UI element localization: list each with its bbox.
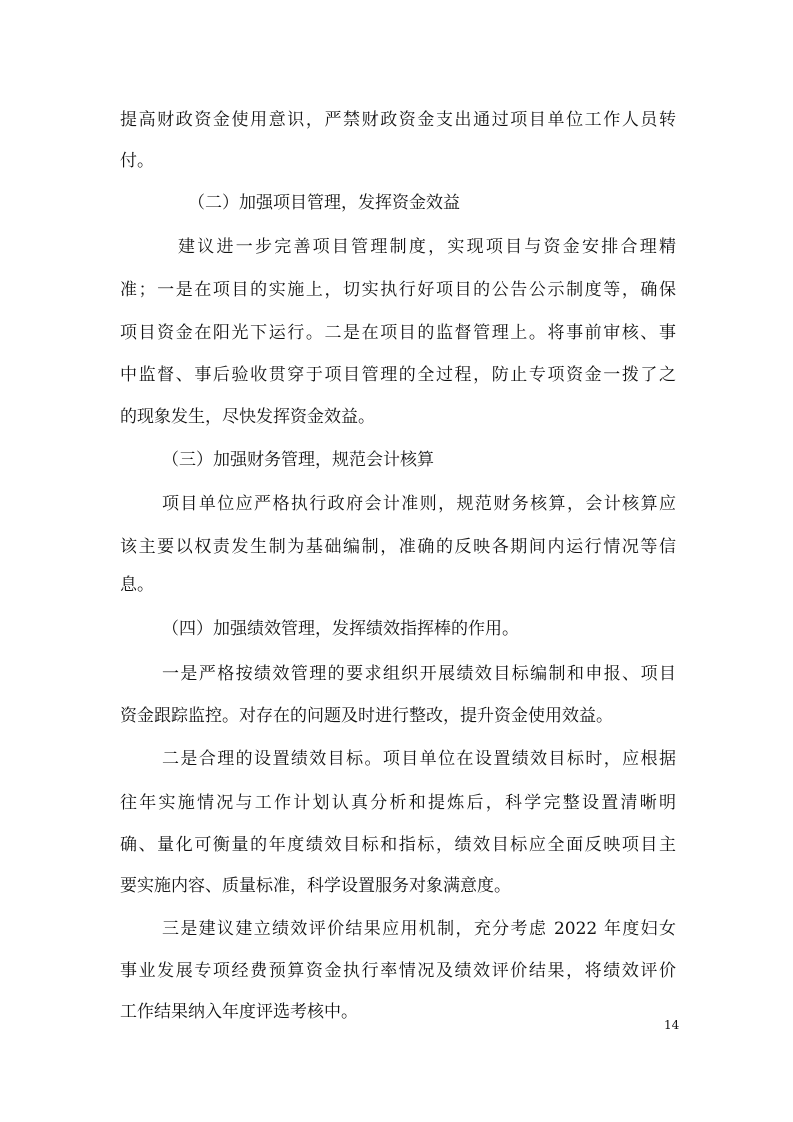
paragraph-line: 建议进一步完善项目管理制度，实现项目与资金安排合理精 xyxy=(178,237,676,257)
paragraph-line: 项目资金在阳光下运行。二是在项目的监督管理上。将事前审核、事 xyxy=(120,323,676,343)
paragraph-line: 该主要以权责发生制为基础编制，准确的反映各期间内运行情况等信 xyxy=(120,537,676,557)
paragraph-line: 三是建议建立绩效评价结果应用机制，充分考虑 2022 年度妇女 xyxy=(162,919,676,939)
paragraph-line: 往年实施情况与工作计划认真分析和提炼后，科学完整设置清晰明 xyxy=(120,793,676,813)
paragraph-line: 项目单位应严格执行政府会计准则，规范财务核算，会计核算应 xyxy=(162,494,676,514)
paragraph-line: 付。 xyxy=(120,151,154,171)
paragraph-line: 的现象发生，尽快发挥资金效益。 xyxy=(120,407,375,427)
paragraph-line: 资金跟踪监控。对存在的问题及时进行整改，提升资金使用效益。 xyxy=(120,706,613,726)
paragraph-line: 事业发展专项经费预算资金执行率情况及绩效评价结果，将绩效评价 xyxy=(120,961,676,981)
paragraph-line: 中监督、事后验收贯穿于项目管理的全过程，防止专项资金一拨了之 xyxy=(120,365,676,385)
paragraph-line: 要实施内容、质量标准，科学设置服务对象满意度。 xyxy=(120,876,511,896)
section-heading: （四）加强绩效管理，发挥绩效指挥棒的作用。 xyxy=(162,619,519,639)
paragraph-line: 二是合理的设置绩效目标。项目单位在设置绩效目标时，应根据 xyxy=(162,749,676,769)
paragraph-line: 息。 xyxy=(120,575,154,595)
section-heading: （二）加强项目管理，发挥资金效益 xyxy=(188,193,460,213)
paragraph-line: 工作结果纳入年度评选考核中。 xyxy=(120,1002,358,1022)
page-number: 14 xyxy=(664,1018,680,1032)
paragraph-line: 一是严格按绩效管理的要求组织开展绩效目标编制和申报、项目 xyxy=(162,664,676,684)
paragraph-line: 确、量化可衡量的年度绩效目标和指标，绩效目标应全面反映项目主 xyxy=(120,835,676,855)
section-heading: （三）加强财务管理，规范会计核算 xyxy=(162,450,434,470)
paragraph-line: 提高财政资金使用意识，严禁财政资金支出通过项目单位工作人员转 xyxy=(120,110,676,130)
paragraph-line: 准；一是在项目的实施上，切实执行好项目的公告公示制度等，确保 xyxy=(120,280,676,300)
